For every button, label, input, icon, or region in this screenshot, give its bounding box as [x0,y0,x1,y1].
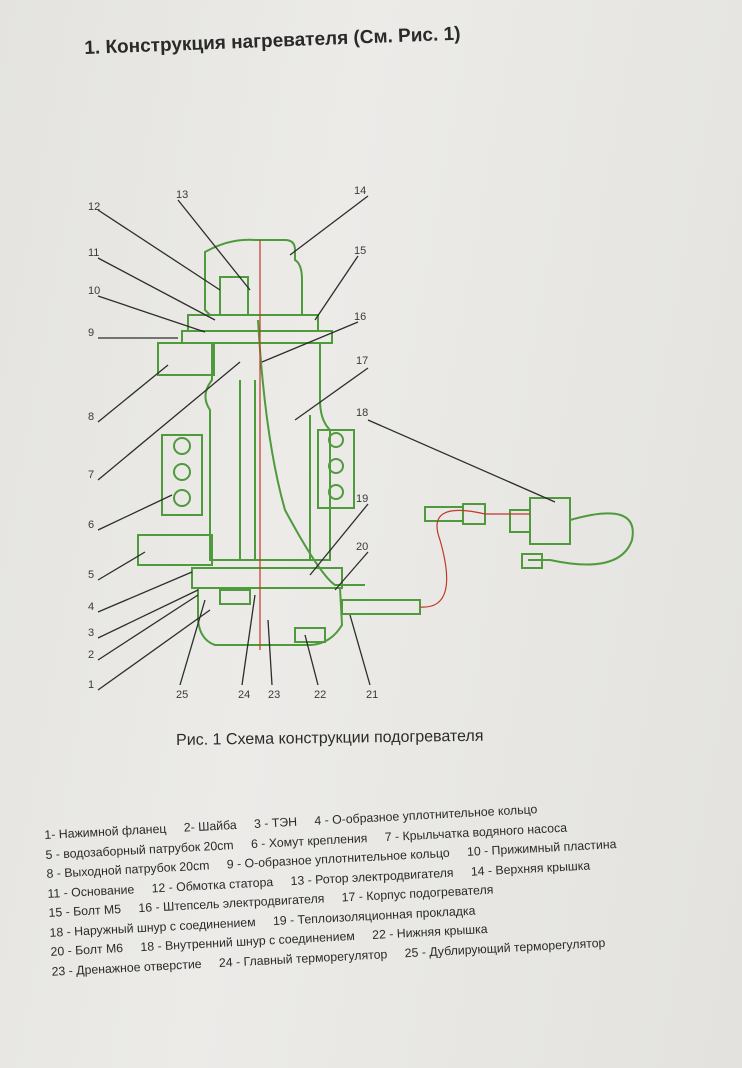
callout-1: 1 [88,679,95,691]
parts-legend [44,790,741,982]
callout-12: 12 [88,201,101,213]
cord-connector-right [530,498,570,544]
callout-18: 18 [356,407,369,419]
legend-item: 7 - Крыльчатка водяного насоса [384,820,568,844]
legend-item: 15 - Болт М5 [48,902,122,920]
callout-15: 15 [354,245,367,257]
legend-item: 3 - ТЭН [253,814,298,831]
internal-cord [258,320,365,585]
callout-25: 25 [176,689,189,700]
pressure-plate [188,315,318,331]
callout-2: 2 [88,649,95,661]
callout-5: 5 [88,569,95,581]
heater-construction-diagram [80,180,650,700]
legend-item: 20 - Болт М6 [50,941,124,959]
callout-10: 10 [88,285,101,297]
callout-20: 20 [356,541,369,553]
figure-caption: Рис. 1 Схема конструкции подогревателя [176,727,484,749]
callout-7: 7 [88,469,95,481]
legend-item: 11 - Основание [47,881,135,901]
legend-item: 25 - Дублирующий терморегулятор [404,935,606,960]
legend-item: 2- Шайба [183,817,238,835]
legend-item: 9 - О-образное уплотнительное кольцо [226,845,450,872]
callout-16: 16 [354,311,367,323]
inlet-pipe [138,535,212,565]
legend-item: 19 - Теплоизоляционная прокладка [272,903,476,928]
callout-19: 19 [356,493,369,505]
outlet-pipe [158,343,214,375]
callout-24: 24 [238,689,251,700]
legend-item: 24 - Главный терморегулятор [218,946,388,970]
external-cord [528,513,633,564]
callout-8: 8 [88,411,95,423]
callout-14: 14 [354,185,367,197]
legend-item: 1- Нажимной фланец [44,821,167,842]
legend-item: 5 - водозаборный патрубок 20cm [45,837,234,862]
callout-21: 21 [366,689,379,700]
legend-item: 12 - Обмотка статора [151,874,274,895]
callout-6: 6 [88,519,95,531]
mounting-clamp-right [318,430,354,508]
callout-11: 11 [88,247,100,259]
callout-23: 23 [268,689,281,700]
callout-4: 4 [88,601,95,613]
legend-item: 6 - Хомут крепления [250,830,368,851]
legend-item: 13 - Ротор электродвигателя [290,865,454,888]
callout-13: 13 [176,189,189,201]
section-heading: 1. Конструкция нагревателя (См. Рис. 1) [84,23,461,59]
legend-item: 18 - Внутренний шнур с соединением [140,928,356,955]
legend-item: 22 - Нижняя крышка [371,921,488,942]
cord-outlet [342,600,420,614]
callout-3: 3 [88,627,95,639]
callout-22: 22 [314,689,327,700]
legend-item: 4 - О-образное уплотнительное кольцо [314,802,538,828]
legend-item: 17 - Корпус подогревателя [341,882,494,905]
callout-17: 17 [356,355,369,367]
legend-item: 8 - Выходной патрубок 20cm [46,858,210,881]
mounting-clamp-left [162,435,202,515]
base-flange [182,331,332,343]
legend-item: 14 - Верхняя крышка [470,857,591,879]
legend-item: 18 - Наружный шнур с соединением [49,914,256,940]
callout-9: 9 [88,327,95,339]
legend-item: 23 - Дренажное отверстие [51,956,202,979]
legend-item: 10 - Прижимный пластина [466,837,617,859]
base-plate [192,568,342,588]
legend-item: 16 - Штепсель электродвигателя [138,891,325,916]
